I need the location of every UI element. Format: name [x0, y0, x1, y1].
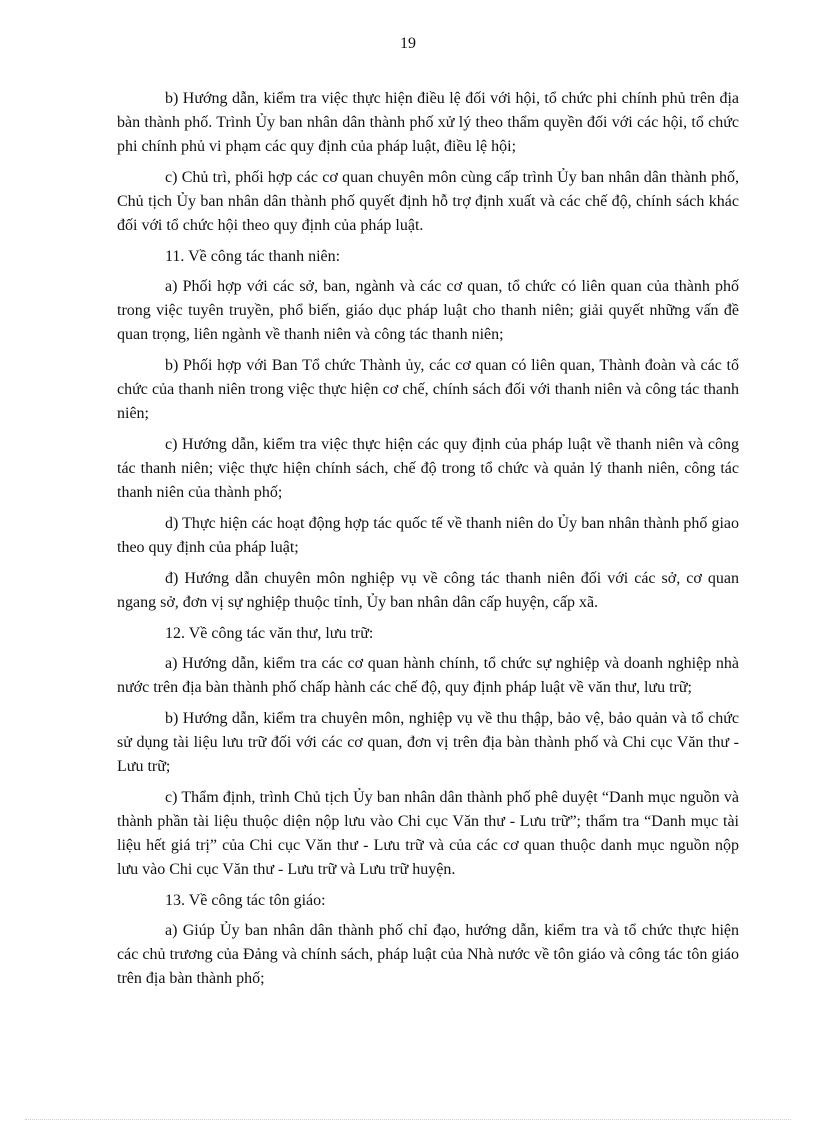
paragraph-13a: a) Giúp Ủy ban nhân dân thành phố chỉ đạo, hướng dẫn, kiểm tra và tổ chức thực hiện các chủ trương của Đảng và chính sách, pháp luật của Nhà nước về tôn giáo và công tác tôn giáo trên địa bàn thành phố; — [117, 922, 739, 987]
paragraph-11a: a) Phối hợp với các sở, ban, ngành và các cơ quan, tổ chức có liên quan của thành phố trong việc tuyên truyền, phổ biến, giáo dục pháp luật cho thanh niên; giải quyết những vấn đề quan trọng, liên ngành về thanh niên và công tác thanh niên; — [117, 278, 739, 343]
section-heading-11: 11. Về công tác thanh niên: — [165, 248, 341, 265]
section-heading-13: 13. Về công tác tôn giáo: — [165, 892, 326, 909]
paragraph-10b: b) Hướng dẫn, kiểm tra việc thực hiện điều lệ đối với hội, tổ chức phi chính phủ trên địa bàn thành phố. Trình Ủy ban nhân dân thành phố xử lý theo thẩm quyền đối với các hội, tổ chức phi chính phủ vi phạm các quy định của pháp luật, điều lệ hội; — [117, 90, 739, 155]
paragraph-12c: c) Thẩm định, trình Chủ tịch Ủy ban nhân dân thành phố phê duyệt “Danh mục nguồn và thành phần tài liệu thuộc diện nộp lưu vào Chi cục Văn thư - Lưu trữ”; thẩm tra “Danh mục tài liệu hết giá trị” của Chi cục Văn thư - Lưu trữ và của các cơ quan thuộc danh mục nguồn nộp lưu vào Chi cục Văn thư - Lưu trữ và Lưu trữ huyện. — [117, 789, 739, 878]
page-bottom-divider — [25, 1119, 791, 1120]
paragraph-11d: d) Thực hiện các hoạt động hợp tác quốc tế về thanh niên do Ủy ban nhân thành phố giao theo quy định của pháp luật; — [117, 515, 739, 556]
section-heading-12: 12. Về công tác văn thư, lưu trữ: — [165, 625, 374, 642]
document-body — [117, 87, 739, 998]
paragraph-12a: a) Hướng dẫn, kiểm tra các cơ quan hành chính, tổ chức sự nghiệp và doanh nghiệp nhà nước trên địa bàn thành phố chấp hành các chế độ, quy định pháp luật về văn thư, lưu trữ; — [117, 655, 739, 696]
paragraph-12b: b) Hướng dẫn, kiểm tra chuyên môn, nghiệp vụ về thu thập, bảo vệ, bảo quản và tổ chức sử dụng tài liệu lưu trữ đối với các cơ quan, đơn vị trên địa bàn thành phố và Chi cục Văn thư - Lưu trữ; — [117, 710, 739, 775]
paragraph-11dd: đ) Hướng dẫn chuyên môn nghiệp vụ về công tác thanh niên đối với các sở, cơ quan ngang sở, đơn vị sự nghiệp thuộc tỉnh, Ủy ban nhân dân cấp huyện, cấp xã. — [117, 570, 739, 611]
paragraph-11b: b) Phối hợp với Ban Tổ chức Thành ủy, các cơ quan có liên quan, Thành đoàn và các tổ chức của thanh niên trong việc thực hiện cơ chế, chính sách đối với thanh niên và công tác thanh niên; — [117, 357, 739, 422]
paragraph-10c: c) Chủ trì, phối hợp các cơ quan chuyên môn cùng cấp trình Ủy ban nhân dân thành phố, Chủ tịch Ủy ban nhân dân thành phố quyết định hỗ trợ định xuất và các chế độ, chính sách khác đối với tổ chức hội theo quy định của pháp luật. — [117, 169, 739, 234]
page-number: 19 — [400, 35, 416, 52]
paragraph-11c: c) Hướng dẫn, kiểm tra việc thực hiện các quy định của pháp luật về thanh niên và công tác thanh niên; việc thực hiện chính sách, chế độ trong tổ chức và quản lý thanh niên, công tác thanh niên của thành phố; — [117, 436, 739, 501]
